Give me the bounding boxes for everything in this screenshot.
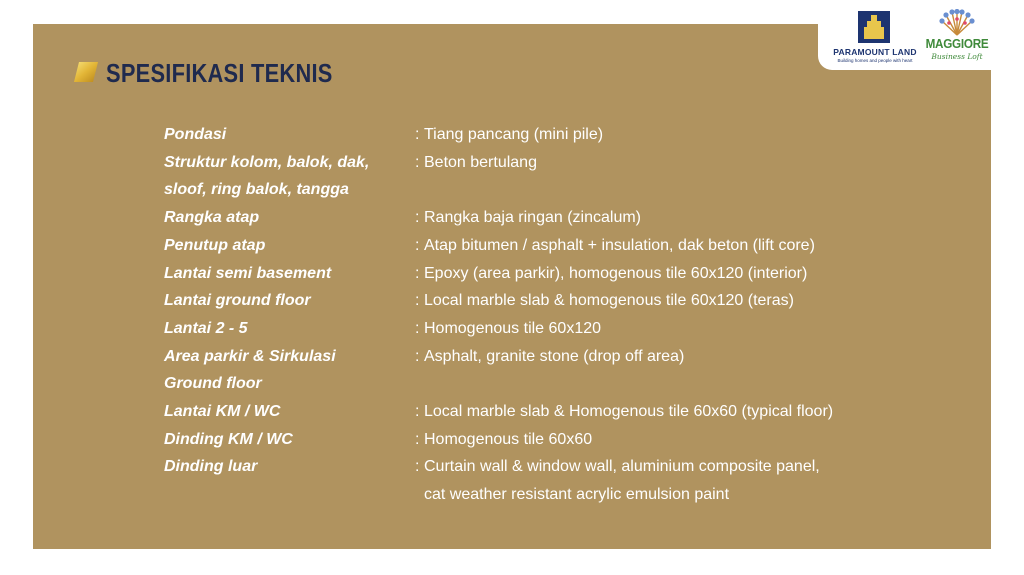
spec-value: Homogenous tile 60x120 [424, 319, 602, 337]
spec-label: Lantai semi basement [164, 264, 332, 282]
spec-separator: : [415, 292, 420, 310]
gold-bar-icon [73, 61, 99, 88]
spec-separator: : [415, 236, 420, 254]
spec-label: Lantai ground floor [164, 292, 311, 310]
spec-label: Lantai KM / WC [164, 403, 281, 421]
spec-label: sloof, ring balok, tangga [164, 181, 349, 199]
spec-value: Atap bitumen / asphalt + insulation, dak beton (lift core) [424, 236, 815, 254]
spec-separator: : [415, 458, 420, 476]
spec-label: Penutup atap [164, 236, 266, 254]
spec-row [164, 121, 924, 149]
spec-row [164, 287, 924, 315]
spec-label: Dinding KM / WC [164, 430, 293, 448]
spec-separator: : [415, 319, 420, 337]
spec-separator: : [415, 347, 420, 365]
paramount-logo-name: PARAMOUNT LAND [833, 47, 917, 57]
spec-row [164, 426, 924, 454]
spec-label: Pondasi [164, 126, 227, 143]
maggiore-logo-subtitle: Business Loft [931, 52, 983, 61]
spec-value: Asphalt, granite stone (drop off area) [424, 347, 685, 365]
spec-value [424, 176, 924, 204]
spec-separator: : [415, 264, 420, 282]
spec-value: Curtain wall & window wall, aluminium composite panel, [424, 458, 820, 476]
spec-label: Area parkir & Sirkulasi [164, 347, 336, 365]
spec-label: Struktur kolom, balok, dak, [164, 153, 370, 171]
spec-row [164, 176, 924, 204]
spec-label: Dinding luar [164, 458, 258, 476]
spec-separator [415, 176, 424, 204]
spec-separator: : [415, 430, 420, 448]
spec-separator: : [415, 209, 420, 227]
spec-separator [415, 481, 424, 509]
spec-separator: : [415, 403, 420, 421]
spec-list [164, 121, 924, 509]
spec-value: Rangka baja ringan (zincalum) [424, 209, 641, 227]
spec-separator: : [415, 126, 420, 143]
spec-row [164, 481, 924, 509]
page-title: SPESIFIKASI TEKNIS [106, 58, 333, 88]
spec-row [164, 370, 924, 398]
spec-label: Ground floor [164, 375, 262, 393]
spec-value: Epoxy (area parkir), homogenous tile 60x120 (interior) [424, 264, 808, 282]
spec-separator [415, 370, 424, 398]
spec-value: Local marble slab & homogenous tile 60x120 (teras) [424, 292, 794, 310]
spec-row [164, 398, 924, 426]
spec-label: Lantai 2 - 5 [164, 319, 248, 337]
spec-value: Beton bertulang [424, 153, 537, 171]
spec-value: Tiang pancang (mini pile) [424, 126, 604, 143]
spec-row [164, 204, 924, 232]
spec-value [424, 370, 924, 398]
spec-value: cat weather resistant acrylic emulsion paint [424, 486, 730, 504]
spec-row [164, 232, 924, 260]
spec-value: Local marble slab & Homogenous tile 60x60 (typical floor) [424, 403, 834, 421]
spec-separator: : [415, 153, 420, 171]
spec-row [164, 260, 924, 288]
paramount-logo-tagline: Building homes and people with heart [837, 58, 913, 63]
spec-row [164, 315, 924, 343]
spec-label [164, 481, 415, 509]
spec-label: Rangka atap [164, 209, 260, 227]
paramount-emblem-icon [858, 11, 890, 43]
spec-value: Homogenous tile 60x60 [424, 430, 593, 448]
maggiore-logo-name: MAGGIORE [925, 36, 989, 51]
spec-row [164, 343, 924, 371]
spec-row [164, 149, 924, 177]
spec-row [164, 453, 924, 481]
